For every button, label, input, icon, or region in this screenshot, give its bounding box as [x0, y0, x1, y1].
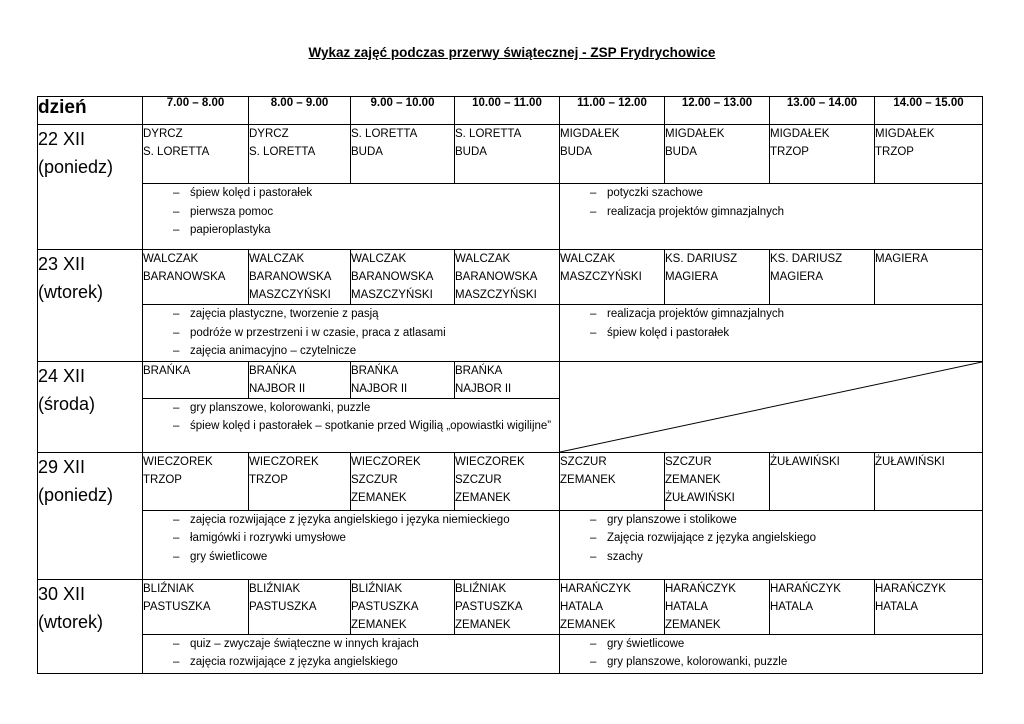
teacher-name: WALCZAK: [143, 253, 199, 265]
teacher-name: BARANOWSKA: [455, 271, 538, 283]
teacher-name: NAJBOR II: [455, 382, 512, 395]
teacher-cell: [455, 361, 560, 398]
teacher-name: S. LORETTA: [249, 146, 316, 158]
teacher-name: PASTUSZKA: [143, 600, 211, 613]
teacher-name: KS. DARIUSZ: [770, 253, 843, 265]
teacher-name: BRAŃKA: [351, 364, 399, 377]
teacher-cell: [249, 125, 351, 184]
day-weekday: (poniedz): [38, 157, 114, 177]
teacher-name: MASZCZYŃSKI: [351, 289, 433, 301]
schedule-table: [37, 96, 983, 674]
activity-item: – śpiew kolęd i pastorałek: [590, 324, 982, 343]
teacher-cell: [249, 452, 351, 510]
teacher-name: NAJBOR II: [351, 382, 408, 395]
activities-list: [143, 511, 559, 567]
activities-afternoon: [560, 305, 983, 362]
teacher-name: BUDA: [665, 146, 697, 158]
activities-list: [143, 305, 559, 361]
teacher-cell: [351, 579, 455, 634]
teacher-name: ŻUŁAWIŃSKI: [875, 455, 945, 468]
teacher-row: [38, 452, 983, 510]
teacher-name: MIGDAŁEK: [560, 128, 620, 140]
teacher-name: MASZCZYŃSKI: [560, 271, 642, 283]
day-cell: [38, 125, 143, 250]
teacher-name: BUDA: [455, 146, 487, 158]
teacher-name: PASTUSZKA: [351, 600, 419, 613]
teacher-name: HATALA: [560, 600, 604, 613]
activity-item: – śpiew kolęd i pastorałek: [173, 184, 559, 203]
teacher-name: S. LORETTA: [351, 128, 418, 140]
activity-item: – łamigówki i rozrywki umysłowe: [173, 529, 559, 548]
teacher-name: WALCZAK: [249, 253, 305, 265]
day-weekday: (poniedz): [38, 484, 114, 505]
teacher-name: WALCZAK: [560, 253, 616, 265]
teacher-name: NAJBOR II: [249, 382, 306, 395]
teacher-name: DYRCZ: [249, 128, 289, 140]
day-date: 23 XII: [38, 254, 86, 274]
teacher-name: TRZOP: [143, 473, 182, 486]
activities-afternoon: [560, 510, 983, 579]
day-date: 30 XII: [38, 583, 86, 604]
slot-header: 8.00 – 9.00: [249, 97, 351, 125]
teacher-cell: [665, 250, 770, 305]
activity-item: – gry planszowe i stolikowe: [590, 511, 982, 530]
teacher-name: PASTUSZKA: [455, 600, 523, 613]
activities-row: [38, 510, 983, 579]
activity-item: – szachy: [590, 548, 982, 567]
teacher-name: BARANOWSKA: [143, 271, 226, 283]
teacher-cell: [249, 579, 351, 634]
teacher-cell: [665, 452, 770, 510]
teacher-cell: [770, 452, 875, 510]
day-date: 24 XII: [38, 365, 86, 386]
teacher-cell: [455, 452, 560, 510]
teacher-name: ZEMANEK: [351, 618, 407, 631]
teacher-name: MAGIERA: [770, 271, 824, 283]
teacher-name: ZEMANEK: [665, 618, 721, 631]
teacher-name: BRAŃKA: [143, 364, 191, 377]
teacher-cell: [770, 250, 875, 305]
activity-item: – zajęcia plastyczne, tworzenie z pasją: [173, 305, 559, 324]
activity-item: – zajęcia animacyjno – czytelnicze: [173, 342, 559, 361]
activities-morning: [143, 510, 560, 579]
teacher-name: BUDA: [351, 146, 383, 158]
teacher-cell: [455, 579, 560, 634]
teacher-name: MAGIERA: [875, 253, 929, 265]
activities-list: [560, 305, 982, 342]
activity-item: – papieroplastyka: [173, 221, 559, 240]
teacher-name: BLIŹNIAK: [455, 582, 507, 595]
teacher-cell: [455, 125, 560, 184]
slot-header: 14.00 – 15.00: [875, 97, 983, 125]
teacher-name: HATALA: [665, 600, 709, 613]
teacher-name: DYRCZ: [143, 128, 183, 140]
day-weekday: (wtorek): [38, 282, 104, 302]
teacher-name: ZEMANEK: [665, 473, 721, 486]
activity-item: – realizacja projektów gimnazjalnych: [590, 203, 982, 222]
teacher-cell: [875, 250, 983, 305]
teacher-name: ŻUŁAWIŃSKI: [770, 455, 840, 468]
teacher-cell: [770, 125, 875, 184]
slot-header: 13.00 – 14.00: [770, 97, 875, 125]
teacher-cell: [143, 579, 249, 634]
teacher-name: BLIŹNIAK: [249, 582, 301, 595]
activity-item: – gry świetlicowe: [173, 548, 559, 567]
day-date: 22 XII: [38, 129, 86, 149]
day-column-header: dzień: [38, 97, 143, 125]
activities-morning: [143, 398, 560, 452]
teacher-name: WALCZAK: [351, 253, 407, 265]
activities-row: [38, 634, 983, 673]
activity-item: – potyczki szachowe: [590, 184, 982, 203]
teacher-cell: [560, 250, 665, 305]
teacher-name: BLIŹNIAK: [351, 582, 403, 595]
teacher-name: BUDA: [560, 146, 592, 158]
teacher-row: [38, 250, 983, 305]
activity-item: – podróże w przestrzeni i w czasie, praca z atlasami: [173, 324, 559, 343]
teacher-name: WIECZOREK: [455, 455, 525, 468]
teacher-name: WIECZOREK: [143, 455, 213, 468]
activity-item: – zajęcia rozwijające z języka angielskiego: [173, 653, 559, 672]
day-cell: [38, 452, 143, 579]
teacher-cell: [143, 361, 249, 398]
teacher-cell: [249, 250, 351, 305]
teacher-cell: [770, 579, 875, 634]
teacher-name: WIECZOREK: [351, 455, 421, 468]
teacher-name: SZCZUR: [560, 455, 607, 468]
teacher-name: BARANOWSKA: [249, 271, 332, 283]
teacher-cell: [143, 452, 249, 510]
empty-slots-crossed: [560, 361, 983, 452]
teacher-name: BRAŃKA: [455, 364, 503, 377]
teacher-cell: [351, 250, 455, 305]
teacher-cell: [665, 579, 770, 634]
teacher-row: [38, 125, 983, 184]
activity-item: – realizacja projektów gimnazjalnych: [590, 305, 982, 324]
activities-list: [143, 399, 559, 436]
activities-list: [560, 635, 982, 672]
teacher-name: HARAŃCZYK: [560, 582, 631, 595]
activity-item: – quiz – zwyczaje świąteczne w innych krajach: [173, 635, 559, 654]
teacher-name: BARANOWSKA: [351, 271, 434, 283]
teacher-cell: [560, 125, 665, 184]
teacher-cell: [351, 452, 455, 510]
slot-header: 11.00 – 12.00: [560, 97, 665, 125]
teacher-cell: [351, 361, 455, 398]
day-cell: [38, 361, 143, 452]
teacher-cell: [143, 125, 249, 184]
slot-header: 9.00 – 10.00: [351, 97, 455, 125]
teacher-name: ZEMANEK: [455, 618, 511, 631]
teacher-cell: [351, 125, 455, 184]
slot-header: 12.00 – 13.00: [665, 97, 770, 125]
teacher-name: S. LORETTA: [143, 146, 210, 158]
activity-item: – gry świetlicowe: [590, 635, 982, 654]
activities-row: [38, 184, 983, 250]
activity-item: – gry planszowe, kolorowanki, puzzle: [173, 399, 559, 418]
teacher-name: HARAŃCZYK: [770, 582, 841, 595]
teacher-name: KS. DARIUSZ: [665, 253, 738, 265]
teacher-name: MIGDAŁEK: [875, 128, 935, 140]
activities-afternoon: [560, 634, 983, 673]
teacher-name: HARAŃCZYK: [875, 582, 946, 595]
teacher-name: MIGDAŁEK: [770, 128, 830, 140]
teacher-cell: [249, 361, 351, 398]
teacher-name: SZCZUR: [351, 473, 398, 486]
teacher-name: TRZOP: [249, 473, 288, 486]
diagonal-line: [560, 362, 982, 452]
activity-item: – zajęcia rozwijające z języka angielskiego i języka niemieckiego: [173, 511, 559, 530]
teacher-cell: [143, 250, 249, 305]
teacher-name: WIECZOREK: [249, 455, 319, 468]
teacher-name: ZEMANEK: [560, 618, 616, 631]
teacher-name: TRZOP: [770, 146, 809, 158]
teacher-name: BRAŃKA: [249, 364, 297, 377]
activities-list: [560, 184, 982, 221]
teacher-cell: [560, 452, 665, 510]
teacher-cell: [665, 125, 770, 184]
document-title: Wykaz zajęć podczas przerwy świątecznej - ZSP Frydrychowice: [308, 45, 716, 60]
teacher-name: ŻUŁAWIŃSKI: [665, 491, 735, 504]
teacher-name: PASTUSZKA: [249, 600, 317, 613]
day-weekday: (środa): [38, 393, 96, 414]
teacher-name: ZEMANEK: [560, 473, 616, 486]
teacher-cell: [560, 579, 665, 634]
activities-list: [143, 184, 559, 240]
activity-item: – pierwsza pomoc: [173, 203, 559, 222]
activities-list: [560, 511, 982, 567]
day-cell: [38, 250, 143, 362]
teacher-name: SZCZUR: [455, 473, 502, 486]
teacher-name: HARAŃCZYK: [665, 582, 736, 595]
teacher-cell: [875, 125, 983, 184]
activities-morning: [143, 184, 560, 250]
activity-item: – gry planszowe, kolorowanki, puzzle: [590, 653, 982, 672]
activities-morning: [143, 305, 560, 362]
activities-afternoon: [560, 184, 983, 250]
slot-header: 7.00 – 8.00: [143, 97, 249, 125]
teacher-row: [38, 361, 983, 398]
slot-header: 10.00 – 11.00: [455, 97, 560, 125]
activities-row: [38, 305, 983, 362]
day-cell: [38, 579, 143, 673]
teacher-name: ZEMANEK: [351, 491, 407, 504]
activities-list: [143, 635, 559, 672]
teacher-cell: [875, 452, 983, 510]
teacher-name: SZCZUR: [665, 455, 712, 468]
teacher-name: WALCZAK: [455, 253, 511, 265]
teacher-name: HATALA: [770, 600, 814, 613]
activities-morning: [143, 634, 560, 673]
teacher-name: HATALA: [875, 600, 919, 613]
day-weekday: (wtorek): [38, 611, 104, 632]
header-row: [38, 97, 983, 125]
teacher-name: ZEMANEK: [455, 491, 511, 504]
teacher-name: MAGIERA: [665, 271, 719, 283]
activity-item: – Zajęcia rozwijające z języka angielskiego: [590, 529, 982, 548]
teacher-name: S. LORETTA: [455, 128, 522, 140]
teacher-row: [38, 579, 983, 634]
teacher-cell: [875, 579, 983, 634]
teacher-name: MIGDAŁEK: [665, 128, 725, 140]
teacher-name: MASZCZYŃSKI: [249, 289, 331, 301]
teacher-name: MASZCZYŃSKI: [455, 289, 537, 301]
teacher-cell: [455, 250, 560, 305]
teacher-name: BLIŹNIAK: [143, 582, 195, 595]
activity-item: – śpiew kolęd i pastorałek – spotkanie przed Wigilią „opowiastki wigilijne”: [173, 417, 559, 436]
teacher-name: TRZOP: [875, 146, 914, 158]
day-date: 29 XII: [38, 456, 86, 477]
